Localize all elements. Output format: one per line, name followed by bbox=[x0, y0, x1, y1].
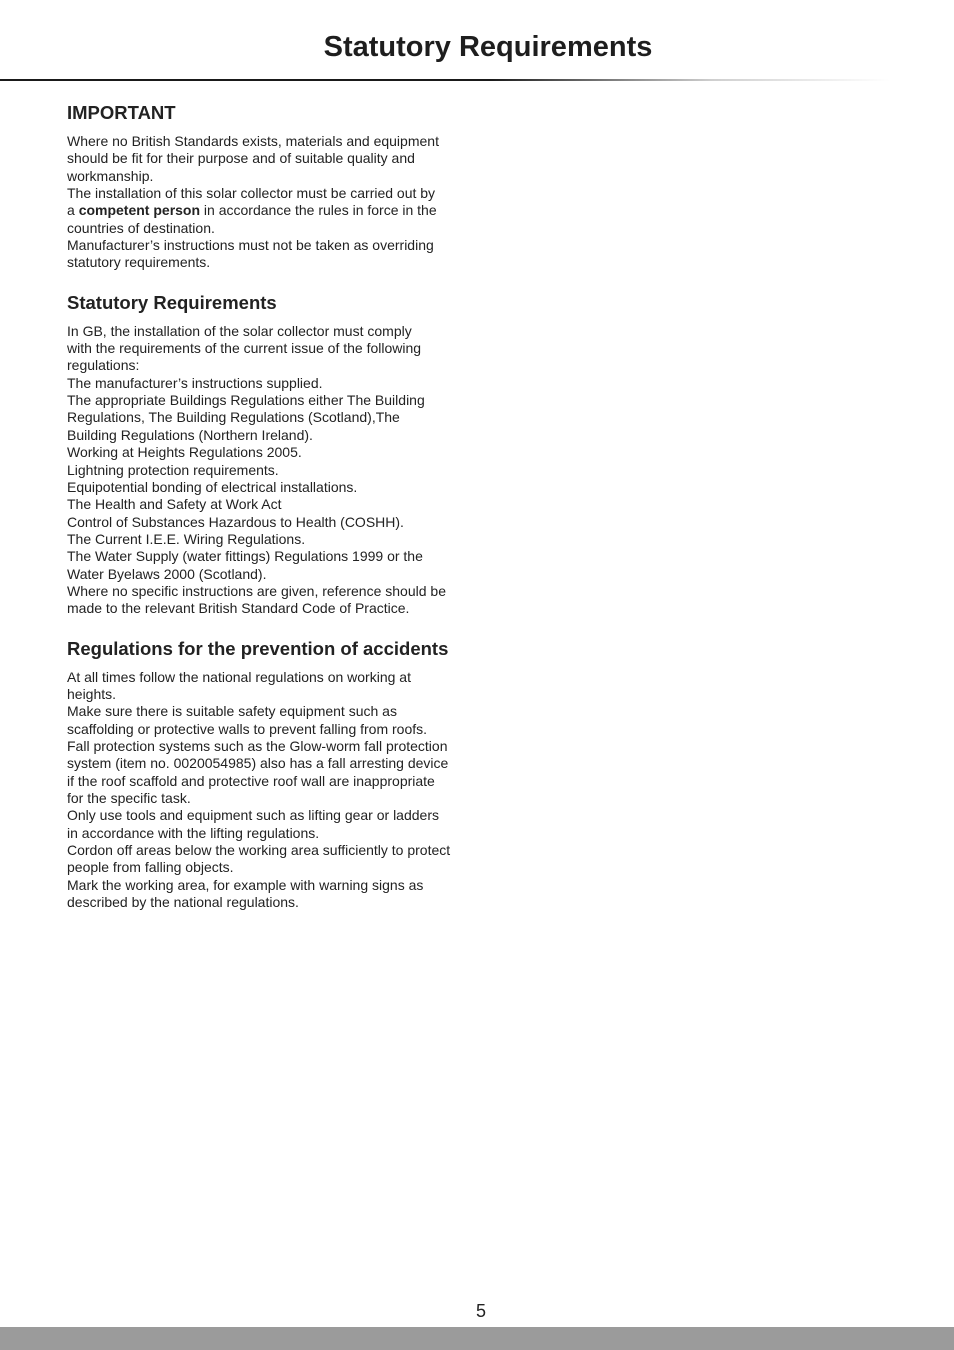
body-text-line: Mark the working area, for example with warning signs as bbox=[67, 876, 424, 893]
body-text-line: if the roof scaffold and protective roof wall are inappropriate bbox=[67, 772, 435, 789]
body-text-line: scaffolding or protective walls to prevent falling from roofs. bbox=[67, 720, 428, 737]
body-text-line bbox=[67, 202, 467, 219]
body-text-line: The Water Supply (water fittings) Regulations 1999 or the bbox=[67, 548, 423, 565]
body-text-line: Control of Substances Hazardous to Health (COSHH). bbox=[67, 513, 404, 530]
section-1 bbox=[67, 292, 467, 618]
section-heading: Regulations for the prevention of accidents bbox=[67, 637, 449, 659]
body-text-line: made to the relevant British Standard Code of Practice. bbox=[67, 600, 410, 617]
section-2 bbox=[67, 638, 467, 912]
body-text-line: Cordon off areas below the working area sufficiently to protect bbox=[67, 842, 451, 859]
page-number: 5 bbox=[475, 1301, 486, 1321]
section-0 bbox=[67, 102, 467, 272]
body-text-line: Water Byelaws 2000 (Scotland). bbox=[67, 565, 267, 582]
body-text-line: Where no specific instructions are given, reference should be bbox=[67, 582, 446, 599]
document-body bbox=[67, 102, 467, 931]
body-text-line: people from falling objects. bbox=[67, 859, 234, 876]
body-text-line: Lightning protection requirements. bbox=[67, 461, 279, 478]
section-body bbox=[67, 133, 467, 272]
body-text-line: The Current I.E.E. Wiring Regulations. bbox=[67, 530, 306, 547]
body-text-line: Make sure there is suitable safety equipment such as bbox=[67, 703, 397, 720]
page-title: Statutory Requirements bbox=[323, 31, 653, 63]
body-text-line: countries of destination. bbox=[67, 219, 215, 236]
title-rule bbox=[0, 79, 890, 81]
body-text-line: statutory requirements. bbox=[67, 254, 211, 271]
section-body bbox=[67, 669, 467, 912]
body-text-line: system (item no. 0020054985) also has a fall arresting device bbox=[67, 755, 449, 772]
body-text-line: The appropriate Buildings Regulations either The Building bbox=[67, 392, 425, 409]
body-text-line: Where no British Standards exists, materials and equipment bbox=[67, 133, 439, 149]
body-text-line: Fall protection systems such as the Glow-worm fall protection bbox=[67, 737, 448, 754]
section-heading: Statutory Requirements bbox=[67, 291, 277, 313]
body-text-line: Working at Heights Regulations 2005. bbox=[67, 444, 302, 461]
section-body bbox=[67, 323, 467, 618]
body-text-line: Manufacturer’s instructions must not be taken as overriding bbox=[67, 237, 434, 254]
body-text-line: The installation of this solar collector must be carried out by bbox=[67, 185, 436, 202]
body-text-line: heights. bbox=[67, 685, 117, 702]
body-text-line: described by the national regulations. bbox=[67, 894, 299, 911]
footer-bar bbox=[0, 1327, 954, 1350]
body-text-line: Building Regulations (Northern Ireland). bbox=[67, 426, 313, 443]
body-text-line: Regulations, The Building Regulations (Scotland),The bbox=[67, 409, 400, 426]
section-heading: IMPORTANT bbox=[67, 102, 176, 123]
body-text-line: with the requirements of the current issue of the following bbox=[67, 340, 422, 357]
body-text-line: At all times follow the national regulations on working at bbox=[67, 668, 411, 685]
body-text-line: should be fit for their purpose and of suitable quality and bbox=[67, 150, 415, 167]
body-text-line: Only use tools and equipment such as lifting gear or ladders bbox=[67, 807, 439, 824]
body-text-line: The manufacturer’s instructions supplied. bbox=[67, 374, 323, 391]
body-text-line: In GB, the installation of the solar collector must comply bbox=[67, 322, 412, 339]
body-text-line: Equipotential bonding of electrical installations. bbox=[67, 478, 358, 495]
emphasis-text: competent person bbox=[78, 202, 201, 219]
body-text-line: workmanship. bbox=[67, 167, 154, 184]
text-run: in accordance the rules in force in the bbox=[200, 202, 437, 219]
body-text-line: The Health and Safety at Work Act bbox=[67, 496, 282, 513]
text-run: a bbox=[67, 202, 79, 219]
body-text-line: in accordance with the lifting regulations. bbox=[67, 824, 320, 841]
body-text-line: regulations: bbox=[67, 357, 140, 374]
body-text-line: for the specific task. bbox=[67, 790, 191, 806]
